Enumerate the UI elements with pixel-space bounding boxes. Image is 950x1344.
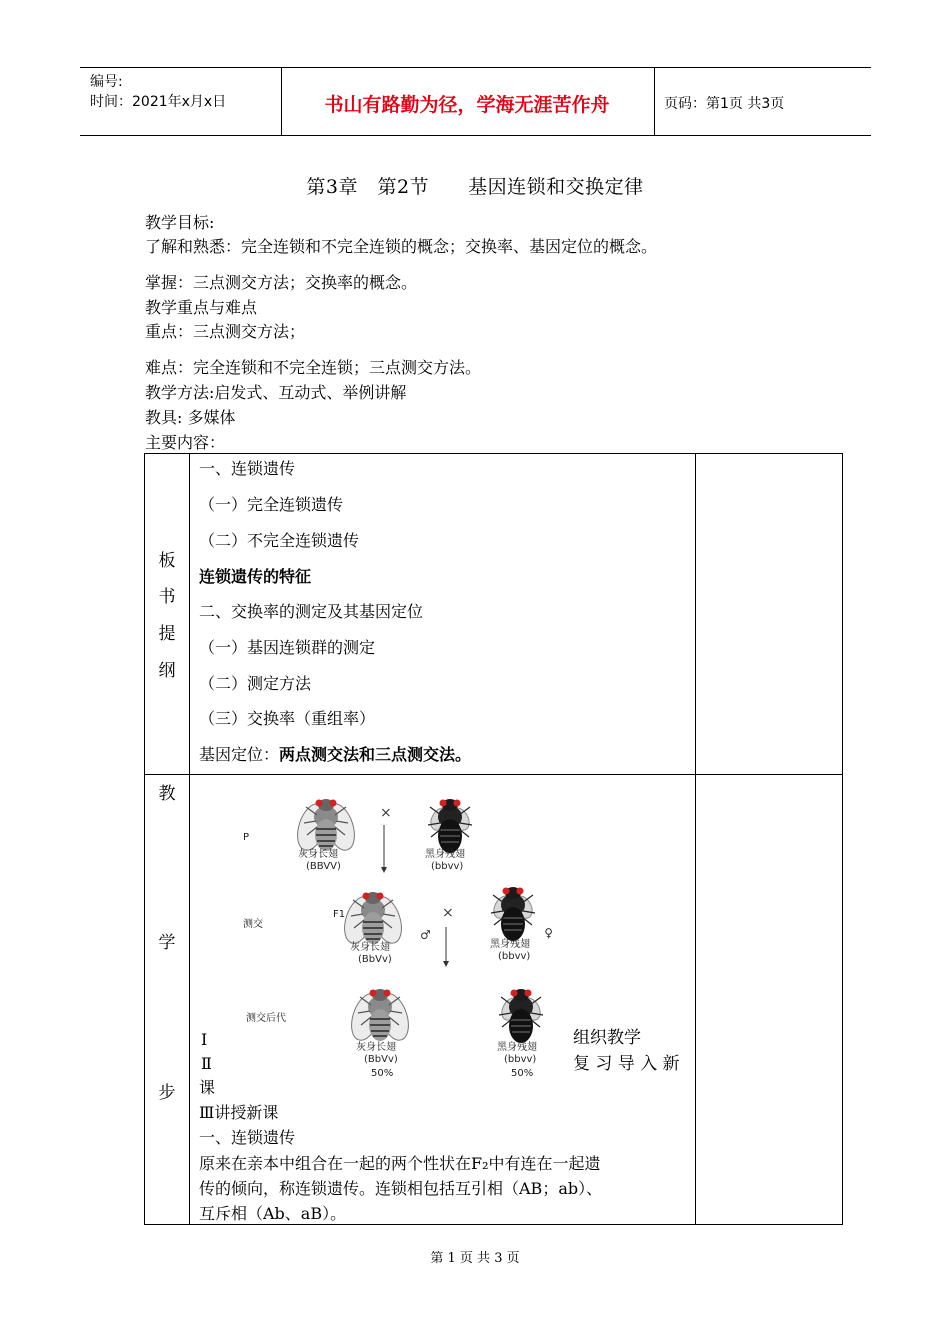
intro-tools: 教具: 多媒体	[145, 408, 236, 427]
offspring2-genotype: (bbvv)	[504, 1054, 537, 1065]
board-item: 二、交换率的测定及其基因定位	[199, 602, 424, 621]
board-label-char-4: 纲	[158, 661, 176, 681]
step-roman-2: Ⅱ	[201, 1054, 212, 1073]
board-item-features: 连锁遗传的特征	[199, 567, 312, 586]
offspring2-name: 黑身残翅	[497, 1042, 537, 1053]
testcross-figure	[238, 787, 556, 1085]
intro-difficulty: 难点：完全连锁和不完全连锁；三点测交方法。	[145, 358, 482, 377]
p-male-genotype: (bbvv)	[431, 861, 464, 872]
header-top-rule	[80, 67, 871, 68]
figure-f1-label: F1	[333, 909, 346, 920]
board-item: （三）交换率（重组率）	[199, 709, 376, 728]
arrow-head-f1	[443, 961, 449, 967]
paragraph-line-3: 互斥相（Ab、aB）。	[199, 1204, 347, 1223]
cross-mark-f1: ×	[442, 905, 454, 921]
f1-name: 灰身长翅	[350, 942, 390, 953]
board-item: （二）测定方法	[199, 674, 312, 693]
step-organize: 组织教学	[573, 1028, 641, 1048]
p-gray-long-wing-fly	[292, 799, 360, 854]
p-female-genotype: (BBVV)	[306, 861, 341, 872]
intro-key-heading: 教学重点与难点	[145, 298, 258, 317]
gene-mapping-methods: 两点测交法和三点测交法。	[279, 745, 472, 764]
board-label-char-2: 书	[158, 587, 176, 607]
intro-content-heading: 主要内容：	[145, 433, 226, 452]
board-label-char-1: 板	[158, 551, 176, 571]
p-male-name: 黑身残翅	[425, 849, 465, 860]
step-roman-1: Ⅰ	[201, 1030, 208, 1049]
header-divider-2	[654, 67, 655, 136]
figure-p-label: P	[243, 832, 250, 843]
board-item: 一、连锁遗传	[199, 459, 296, 478]
p-female-name: 灰身长翅	[298, 849, 338, 860]
header-time: 时间：2021年x月x日	[90, 94, 227, 110]
paragraph-line-2: 传的倾向，称连锁遗传。连锁相包括互引相（AB；ab）、	[199, 1179, 603, 1198]
figure-testcross-label: 测交	[243, 919, 263, 930]
table-col-divider-1	[189, 454, 190, 1224]
tester-genotype: (bbvv)	[498, 951, 531, 962]
offspring-gray-long-wing-fly	[346, 989, 414, 1044]
f1-genotype: (BbVv)	[358, 954, 392, 965]
section-heading: 一、连锁遗传	[199, 1128, 296, 1147]
content-table	[144, 453, 843, 1225]
step-lecture: Ⅲ讲授新课	[199, 1103, 279, 1122]
intro-goal-heading: 教学目标:	[145, 213, 215, 232]
board-label-char-3: 提	[158, 624, 176, 644]
intro-method: 教学方法:启发式、互动式、举例讲解	[145, 383, 407, 402]
tester-black-vestigial-fly	[490, 887, 536, 941]
intro-understand: 了解和熟悉：完全连锁和不完全连锁的概念；交换率、基因定位的概念。	[145, 237, 658, 256]
intro-master: 掌握：三点测交方法；交换率的概念。	[145, 273, 418, 292]
steps-label-char-2: 学	[158, 933, 176, 953]
table-col-divider-2	[695, 454, 696, 1224]
page-title: 第3章 第2节 基因连锁和交换定律	[306, 176, 644, 198]
step-review: 复 习 导 入 新	[573, 1054, 680, 1074]
board-item-gene-mapping	[199, 744, 471, 766]
header-page-info: 页码：第1页 共3页	[664, 96, 785, 112]
steps-label-char-1: 教	[158, 784, 176, 804]
board-item: （一）完全连锁遗传	[199, 495, 344, 514]
offspring1-percent: 50%	[371, 1068, 394, 1079]
gene-mapping-prefix: 基因定位：	[199, 745, 280, 764]
female-symbol: ♀	[544, 926, 553, 940]
intro-key-point: 重点：三点测交方法；	[145, 322, 306, 341]
offspring1-genotype: (BbVv)	[364, 1054, 398, 1065]
header-number: 编号:	[90, 74, 123, 90]
offspring-black-vestigial-fly	[498, 989, 544, 1043]
header-motto: 书山有路勤为径，学海无涯苦作舟	[324, 94, 610, 116]
table-row-divider	[145, 774, 842, 775]
header-bottom-rule	[80, 135, 871, 136]
offspring1-name: 灰身长翅	[356, 1042, 396, 1053]
board-item: （二）不完全连锁遗传	[199, 531, 360, 550]
cross-mark-p: ×	[380, 805, 392, 821]
arrow-head-p	[381, 867, 387, 873]
paragraph-line-1: 原来在亲本中组合在一起的两个性状在F₂中有连在一起遗	[199, 1154, 601, 1173]
page-footer: 第 1 页 共 3 页	[430, 1251, 520, 1266]
steps-label-char-3: 步	[158, 1083, 176, 1103]
f1-gray-long-wing-fly	[339, 892, 407, 947]
male-symbol: ♂	[420, 928, 431, 942]
p-black-vestigial-fly	[427, 799, 473, 853]
figure-offspring-label: 测交后代	[246, 1013, 286, 1024]
step-ke: 课	[199, 1078, 216, 1097]
offspring2-percent: 50%	[511, 1068, 534, 1079]
tester-name: 黑身残翅	[490, 939, 530, 950]
board-item: （一）基因连锁群的测定	[199, 638, 376, 657]
